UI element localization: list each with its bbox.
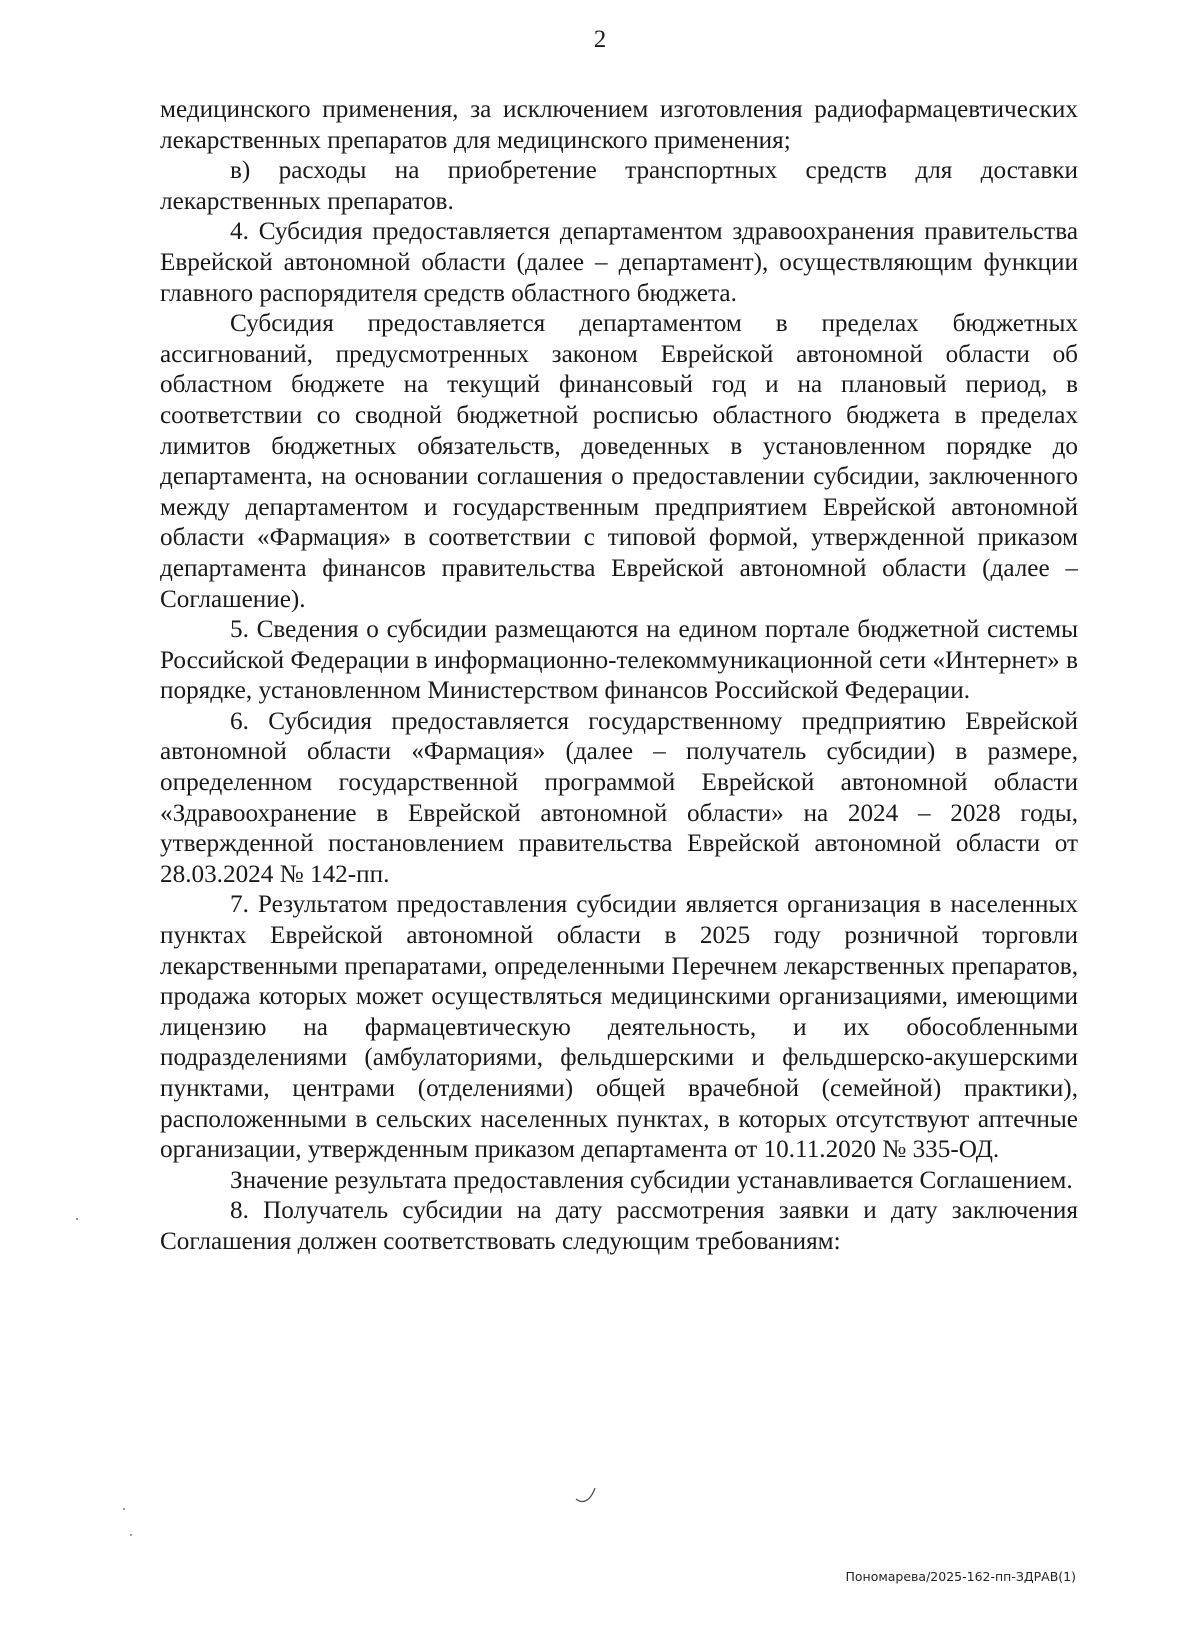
document-body [160, 95, 1078, 1258]
paragraph-item-6: 6. Субсидия предоставляется государственному предприятию Еврейской автономной области «Фармация» (далее – получатель субсидии) в размере, определенном государственной программой Еврейской автономной области «Здравоохранение в Еврейской автономной области» на 2024 – 2028 годы, утвержденной постановлением правительства Еврейской автономной области от 28.03.2024 № 142-пп. [160, 707, 1078, 888]
document-code: Пономарева/2025-162-пп-ЗДРАВ(1) [845, 1569, 1076, 1584]
paragraph-continuation: медицинского применения, за исключением изготовления радиофармацевтических лекарственных препаратов для медицинского применения; [160, 96, 1078, 154]
paragraph-item-4: 4. Субсидия предоставляется департаментом здравоохранения правительства Еврейской автономной области (далее – департамент), осуществляющим функции главного распорядителя средств областного бюджета. [160, 218, 1078, 307]
paragraph-item-7: 7. Результатом предоставления субсидии является организация в населенных пунктах Еврейской автономной области в 2025 году розничной торговли лекарственными препаратами, определенными Перечнем лекарственных препаратов, продажа которых может осуществляться медицинскими организациями, имеющими лицензию на фармацевтическую деятельность, и их обособленными подразделениями (амбулаториями, фельдшерскими и фельдшерско-акушерскими пунктами, центрами (отделениями) общей врачебной (семейной) практики), расположенными в сельских населенных пунктах, в которых отсутствуют аптечные организации, утвержденным приказом департамента от 10.11.2020 № 335-ОД. [160, 891, 1078, 1164]
paragraph-item-5: 5. Сведения о субсидии размещаются на едином портале бюджетной системы Российской Федерации в информационно-телекоммуникационной сети «Интернет» в порядке, установленном Министерством финансов Российской Федерации. [160, 616, 1078, 705]
scan-speck [130, 1534, 132, 1536]
paragraph-item-v: в) расходы на приобретение транспортных средств для доставки лекарственных препаратов. [160, 157, 1078, 215]
scan-speck [76, 1218, 78, 1220]
paragraph-item-8: 8. Получатель субсидии на дату рассмотрения заявки и дату заключения Соглашения должен соответствовать следующим требованиям: [160, 1197, 1078, 1255]
pen-mark [572, 1482, 602, 1506]
paragraph-result-value: Значение результата предоставления субсидии устанавливается Соглашением. [230, 1166, 1073, 1194]
paragraph-subsidy-limits: Субсидия предоставляется департаментом в пределах бюджетных ассигнований, предусмотренных законом Еврейской автономной области об областном бюджете на текущий финансовый год и на плановый период, в соответствии со сводной бюджетной росписью областного бюджета в пределах лимитов бюджетных обязательств, доведенных в установленном порядке до департамента, на основании соглашения о предоставлении субсидии, заключенного между департаментом и государственным предприятием Еврейской автономной области «Фармация» в соответствии с типовой формой, утвержденной приказом департамента финансов правительства Еврейской автономной области (далее – Соглашение). [160, 310, 1078, 613]
page-number: 2 [593, 26, 607, 53]
scan-speck [123, 1508, 125, 1510]
